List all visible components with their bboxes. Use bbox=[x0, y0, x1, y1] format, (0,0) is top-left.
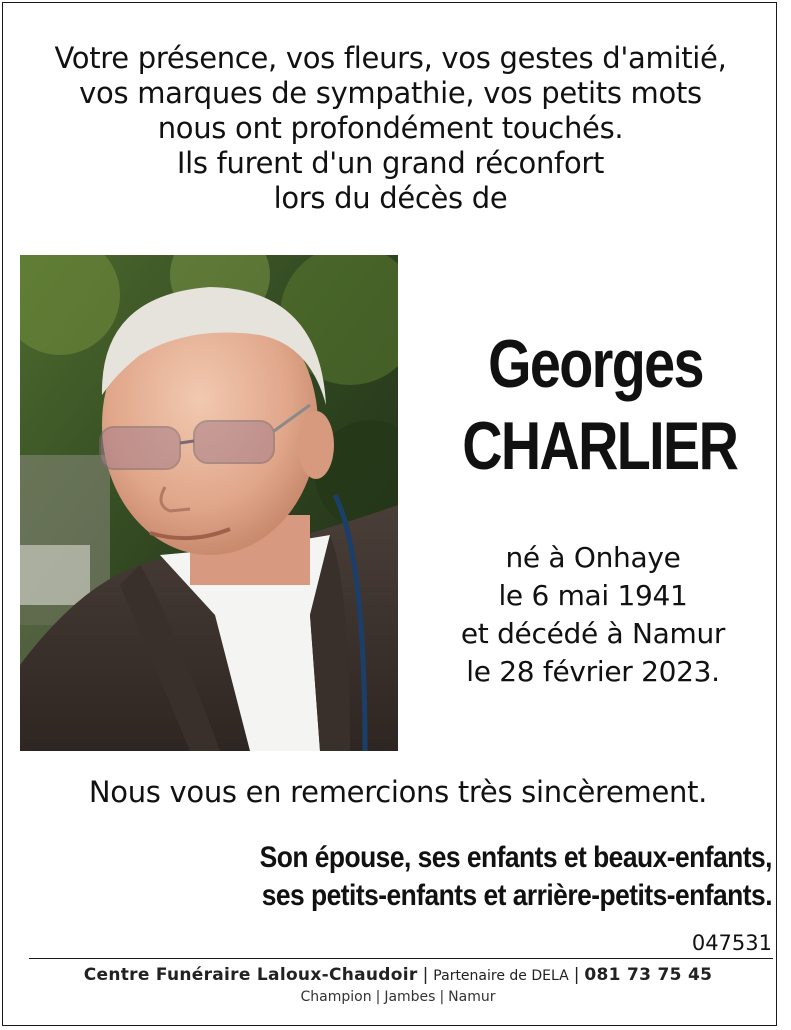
family-line: Son épouse, ses enfants et beaux-enfants, bbox=[259, 841, 772, 874]
intro-line: vos marques de sympathie, vos petits mots bbox=[79, 76, 702, 110]
intro-line: nous ont profondément touchés. bbox=[157, 111, 624, 145]
town-name: Champion bbox=[300, 989, 372, 1005]
partner-text: Partenaire de DELA bbox=[433, 968, 569, 984]
town-name: Jambes bbox=[384, 989, 436, 1005]
footer-divider bbox=[29, 958, 773, 959]
funeral-home-locations bbox=[3, 989, 791, 1005]
obituary-card bbox=[2, 2, 777, 1026]
portrait-photo-icon bbox=[20, 255, 398, 751]
footer-separator: | bbox=[439, 989, 445, 1005]
birth-death-details bbox=[423, 539, 763, 691]
deceased-first-name: Georges bbox=[488, 326, 703, 402]
date-line: né à Onhaye bbox=[505, 541, 681, 574]
footer-separator: | bbox=[573, 965, 580, 985]
intro-line: Ils furent d'un grand réconfort bbox=[176, 146, 605, 180]
family-signature bbox=[72, 839, 772, 915]
date-line: le 6 mai 1941 bbox=[498, 579, 688, 612]
footer-separator: | bbox=[375, 989, 381, 1005]
date-line: le 28 février 2023. bbox=[466, 655, 720, 688]
footer-separator: | bbox=[422, 965, 429, 985]
deceased-last-name: CHARLIER bbox=[462, 408, 738, 484]
date-line: et décédé à Namur bbox=[460, 617, 726, 650]
family-line: ses petits-enfants et arrière-petits-enfants. bbox=[261, 879, 772, 912]
funeral-home-name: Centre Funéraire Laloux-Chaudoir bbox=[83, 965, 418, 985]
portrait-photo bbox=[20, 255, 398, 751]
thanks-line: Nous vous en remercions très sincèrement. bbox=[88, 775, 708, 809]
funeral-home-info bbox=[3, 965, 791, 985]
phone-number[interactable]: 081 73 75 45 bbox=[584, 965, 713, 985]
reference-number: 047531 bbox=[691, 931, 772, 955]
thank-you-intro bbox=[3, 41, 778, 216]
intro-line: Votre présence, vos fleurs, vos gestes d'amitié, bbox=[54, 41, 727, 75]
intro-line: lors du décès de bbox=[273, 181, 508, 215]
town-name: Namur bbox=[448, 989, 496, 1005]
